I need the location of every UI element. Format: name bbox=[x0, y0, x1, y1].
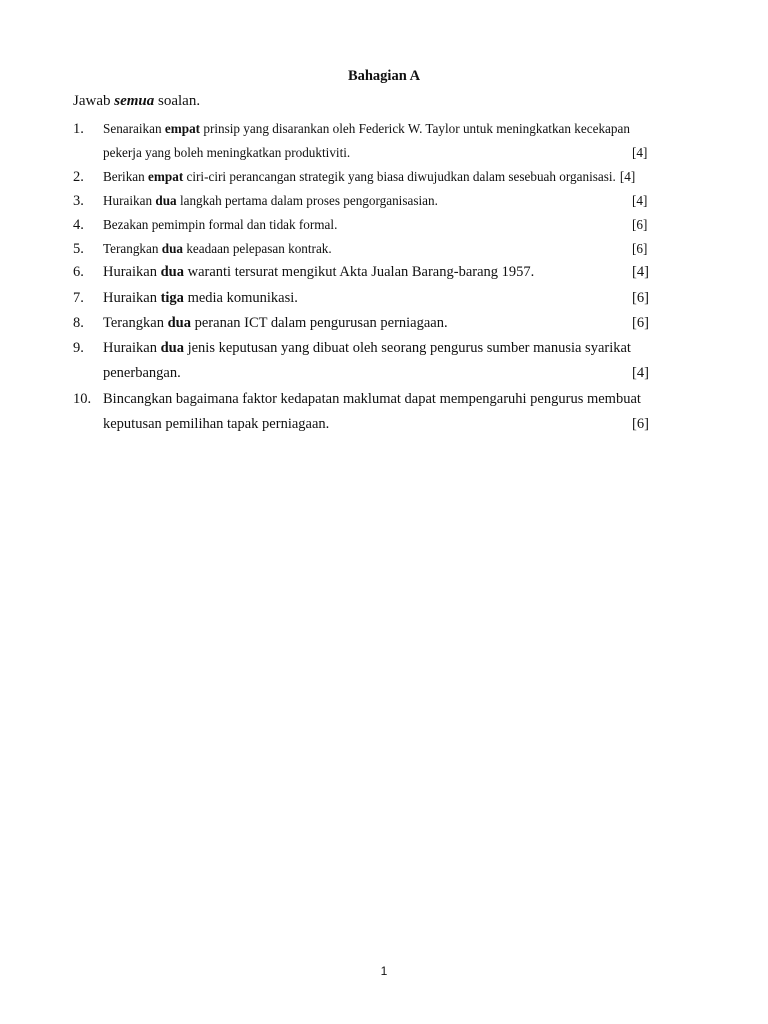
question-text bbox=[103, 169, 635, 185]
question-8 bbox=[0, 315, 768, 337]
question-number: 1. bbox=[73, 121, 84, 137]
question-keyword: dua bbox=[167, 315, 191, 331]
question-number: 3. bbox=[73, 193, 84, 209]
question-mark: [6] bbox=[632, 241, 648, 256]
question-text-part: peranan ICT dalam pengurusan perniagaan. bbox=[191, 315, 448, 331]
question-text bbox=[103, 290, 298, 307]
question-5 bbox=[0, 241, 768, 263]
question-9 bbox=[0, 340, 768, 362]
question-9-continuation bbox=[0, 365, 768, 387]
question-text-part: media komunikasi. bbox=[183, 290, 298, 306]
question-7 bbox=[0, 290, 768, 312]
question-text-continued: keputusan pemilihan tapak perniagaan. bbox=[103, 416, 330, 432]
question-keyword: dua bbox=[161, 241, 184, 256]
question-keyword: dua bbox=[155, 193, 177, 208]
question-number: 4. bbox=[73, 217, 84, 233]
question-text-part: keadaan pelepasan kontrak. bbox=[183, 241, 332, 256]
question-text: Bezakan pemimpin formal dan tidak formal. bbox=[103, 217, 338, 232]
question-number: 8. bbox=[73, 315, 84, 331]
question-4 bbox=[0, 217, 768, 239]
question-10 bbox=[0, 391, 768, 413]
instruction-before: Jawab bbox=[73, 93, 115, 109]
question-text bbox=[103, 241, 332, 257]
question-text-part: Terangkan bbox=[103, 315, 168, 331]
question-1 bbox=[0, 121, 768, 143]
question-keyword: empat bbox=[148, 169, 184, 184]
section-title: Bahagian A bbox=[347, 68, 421, 84]
question-text bbox=[103, 193, 438, 209]
question-text-continued: pekerja yang boleh meningkatkan produktiviti. bbox=[103, 145, 351, 160]
question-mark: [4] bbox=[619, 169, 636, 184]
question-number: 6. bbox=[73, 264, 84, 280]
question-text-part: Huraikan bbox=[103, 193, 156, 208]
question-keyword: dua bbox=[160, 264, 184, 280]
question-number: 10. bbox=[73, 391, 92, 407]
instruction bbox=[73, 93, 200, 110]
question-10-continuation bbox=[0, 416, 768, 438]
question-text-part: waranti tersurat mengikut Akta Jualan Barang-barang 1957. bbox=[183, 264, 535, 280]
question-text bbox=[103, 121, 630, 137]
question-mark: [4] bbox=[632, 145, 648, 160]
question-text bbox=[103, 340, 631, 357]
question-keyword: empat bbox=[164, 121, 201, 136]
question-mark: [6] bbox=[632, 217, 648, 232]
question-text bbox=[103, 315, 448, 332]
question-keyword: tiga bbox=[160, 290, 184, 306]
question-text-part: Terangkan bbox=[103, 241, 162, 256]
question-text-part: Huraikan bbox=[103, 264, 161, 280]
instruction-after: soalan. bbox=[154, 93, 201, 109]
question-mark: [4] bbox=[632, 193, 648, 208]
question-number: 5. bbox=[73, 241, 84, 257]
question-text-part: Huraikan bbox=[103, 290, 161, 306]
question-number: 2. bbox=[73, 169, 84, 185]
question-text-continued: penerbangan. bbox=[103, 365, 181, 381]
question-text-part: langkah pertama dalam proses pengorganisasian. bbox=[176, 193, 438, 208]
page-number: 1 bbox=[380, 964, 388, 978]
question-keyword: dua bbox=[160, 340, 184, 356]
question-3 bbox=[0, 193, 768, 215]
question-6 bbox=[0, 264, 768, 286]
question-text-part: jenis keputusan yang dibuat oleh seorang pengurus sumber manusia syarikat bbox=[183, 340, 631, 356]
question-number: 7. bbox=[73, 290, 84, 306]
question-text-part: Berikan bbox=[103, 169, 149, 184]
question-mark: [4] bbox=[632, 365, 649, 381]
question-text: Bincangkan bagaimana faktor kedapatan maklumat dapat mempengaruhi pengurus membuat bbox=[103, 391, 641, 407]
question-mark: [6] bbox=[632, 290, 649, 306]
question-text-part: Senaraikan bbox=[103, 121, 165, 136]
question-text-part: prinsip yang disarankan oleh Federick W. Taylor untuk meningkatkan kecekapan bbox=[200, 121, 630, 136]
question-mark: [6] bbox=[632, 315, 649, 331]
question-mark: [6] bbox=[632, 416, 649, 432]
question-mark: [4] bbox=[632, 264, 649, 280]
question-text-part: Huraikan bbox=[103, 340, 161, 356]
question-number: 9. bbox=[73, 340, 84, 356]
instruction-emphasis: semua bbox=[114, 93, 155, 109]
question-text-part: ciri-ciri perancangan strategik yang biasa diwujudkan dalam sesebuah organisasi. bbox=[183, 169, 616, 184]
question-2 bbox=[0, 169, 768, 191]
question-text bbox=[103, 264, 534, 281]
question-1-continuation bbox=[0, 145, 768, 167]
